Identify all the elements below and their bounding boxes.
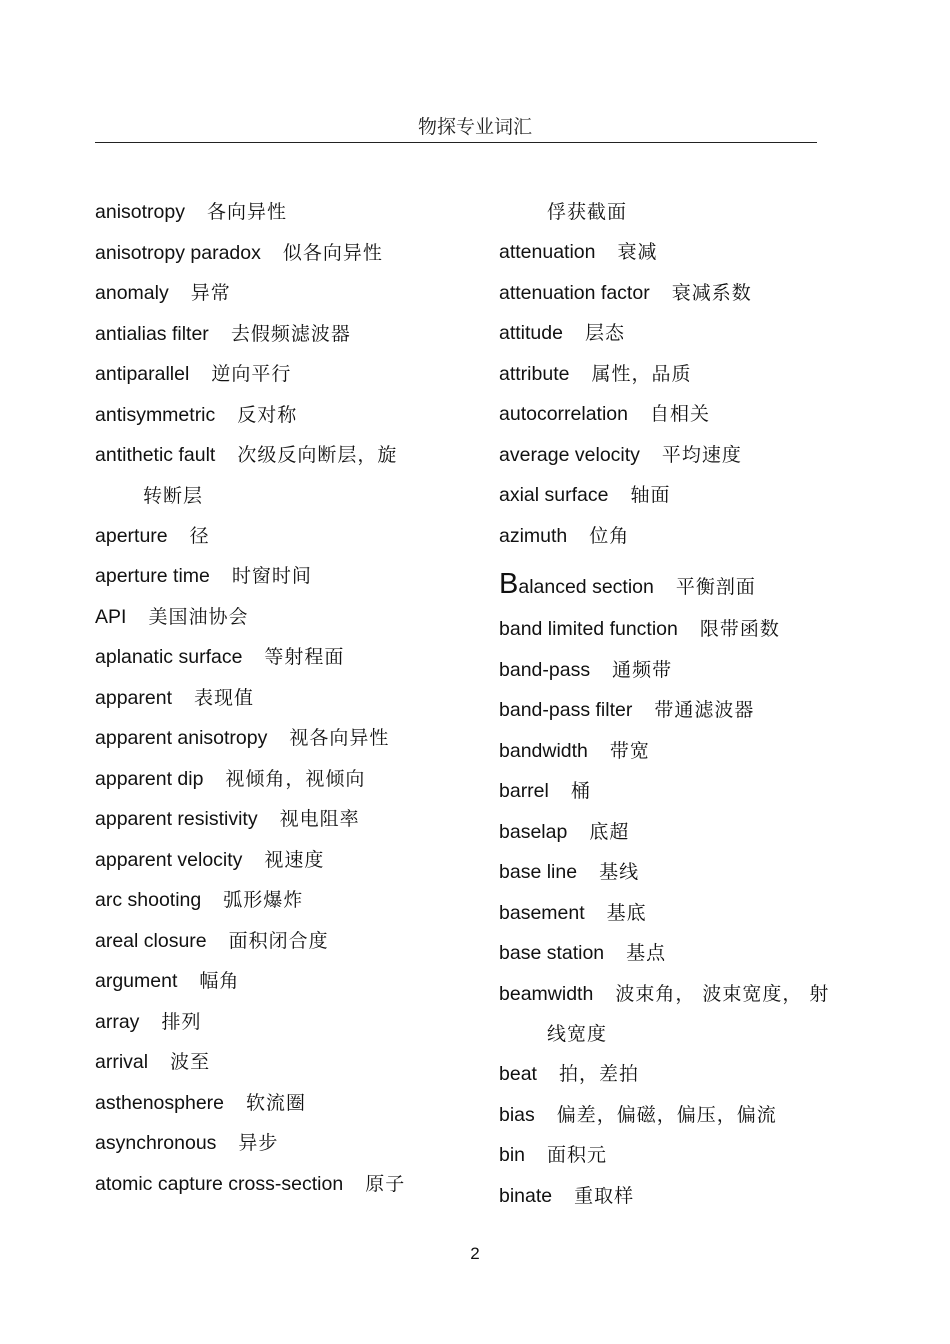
entry-term: band-pass: [499, 658, 591, 681]
entry-translation: 异步: [238, 1132, 279, 1154]
glossary-entry: [499, 232, 859, 273]
entry-translation: 基点: [626, 942, 667, 964]
entry-term: antisymmetric: [95, 403, 216, 426]
entry-translation: 幅角: [199, 970, 240, 992]
glossary-entry: [499, 609, 859, 650]
entry-term: aperture: [95, 524, 168, 547]
glossary-entry: [95, 840, 455, 881]
entry-term: API: [95, 605, 127, 628]
glossary-entry: [499, 313, 859, 354]
section-b-heading-entry: [499, 562, 859, 609]
entry-translation: 视速度: [264, 848, 325, 871]
entry-term: binate: [499, 1184, 553, 1207]
entry-term: beat: [499, 1063, 537, 1085]
entry-translation: 自相关: [650, 403, 711, 425]
glossary-entry: [95, 435, 455, 476]
glossary-entry: [95, 718, 455, 759]
entry-translation: 表现值: [193, 686, 254, 709]
entry-translation: 通频带: [612, 658, 673, 681]
entry-translation: 拍，差拍: [558, 1063, 639, 1085]
entry-term: band limited function: [499, 618, 678, 640]
entry-term: antithetic fault: [95, 444, 216, 466]
entry-term: argument: [95, 970, 178, 992]
entry-translation: 基底: [606, 901, 647, 924]
glossary-entry: [95, 799, 455, 840]
entry-term: average velocity: [499, 443, 640, 466]
entry-translation: 限带函数: [699, 618, 780, 640]
entry-term: arrival: [95, 1051, 149, 1073]
entry-term: aperture time: [95, 565, 210, 587]
glossary-entry: [499, 1095, 859, 1136]
entry-translation: 异常: [190, 282, 231, 304]
glossary-entry: [499, 812, 859, 853]
glossary-entry: [95, 1164, 455, 1205]
entry-term: attenuation factor: [499, 281, 650, 304]
entry-term: beamwidth: [499, 982, 594, 1005]
header-divider: [95, 142, 817, 143]
entry-translation: 逆向平行: [211, 363, 292, 385]
entry-translation: 等射程面: [264, 646, 345, 668]
glossary-entry: [95, 354, 455, 395]
entry-term: base line: [499, 861, 578, 883]
glossary-entry: [95, 597, 455, 638]
entry-translation: 波至: [170, 1051, 211, 1073]
glossary-entry: [95, 233, 455, 274]
glossary-entry: [95, 1002, 455, 1043]
entry-term: aplanatic surface: [95, 646, 243, 668]
page-number: 2: [470, 1244, 480, 1263]
glossary-entry: [499, 435, 859, 476]
entry-term: base station: [499, 942, 605, 964]
glossary-entry: [499, 1176, 859, 1217]
glossary-entry: [499, 933, 859, 974]
glossary-entry: [499, 516, 859, 557]
entry-term: anisotropy: [95, 201, 185, 223]
entry-translation: 偏差，偏磁，偏压，偏流: [556, 1103, 777, 1126]
page-header-title: 物探专业词汇: [417, 116, 532, 138]
continuation-text: 俘获截面: [547, 201, 628, 223]
entry-term: attenuation: [499, 241, 596, 263]
entry-term: asynchronous: [95, 1132, 217, 1154]
entry-term: anomaly: [95, 282, 169, 304]
glossary-entry: [499, 731, 859, 772]
glossary-entry: [95, 961, 455, 1002]
entry-term: bin: [499, 1144, 526, 1166]
entry-translation: 层态: [584, 322, 625, 344]
entry-term: bias: [499, 1103, 535, 1126]
entry-translation: 平衡剖面: [675, 576, 756, 598]
glossary-entry: [499, 394, 859, 435]
entry-translation: 美国油协会: [148, 605, 249, 628]
glossary-entry: [499, 1054, 859, 1095]
glossary-entry: [95, 1083, 455, 1124]
entry-translation: 底超: [589, 820, 630, 843]
glossary-entry: [499, 771, 859, 812]
continuation-text: 线宽度: [547, 1023, 608, 1045]
entry-term: alanced section: [518, 576, 654, 598]
entry-translation: 轴面: [630, 484, 671, 506]
glossary-entry: [499, 354, 859, 395]
entry-translation: 视各向异性: [289, 727, 390, 749]
entry-translation: 属性，品质: [591, 362, 692, 385]
entry-translation: 带通滤波器: [654, 699, 755, 721]
entry-translation: 面积元: [547, 1144, 608, 1166]
glossary-entry: [95, 678, 455, 719]
entry-term: atomic capture cross-section: [95, 1172, 344, 1195]
section-initial-letter: B: [499, 568, 519, 600]
entry-term: band-pass filter: [499, 699, 633, 721]
glossary-entry: [95, 637, 455, 678]
entry-translation: 衰减: [617, 241, 658, 263]
entry-term: apparent velocity: [95, 848, 243, 871]
entry-translation: 视电阻率: [279, 808, 360, 830]
entry-translation: 似各向异性: [282, 241, 383, 264]
entry-translation: 重取样: [574, 1184, 635, 1207]
glossary-entry: [95, 1042, 455, 1083]
glossary-entry: [95, 759, 455, 800]
glossary-entry: [95, 395, 455, 436]
entry-term: asthenosphere: [95, 1091, 225, 1114]
entry-translation: 基线: [599, 861, 640, 883]
continuation-text: 转断层: [143, 484, 204, 507]
right-column: [499, 192, 859, 1216]
glossary-entry: [95, 921, 455, 962]
glossary-entry: [499, 650, 859, 691]
glossary-entry: [499, 893, 859, 934]
entry-translation: 各向异性: [206, 201, 287, 223]
left-column: [95, 192, 455, 1204]
entry-term: areal closure: [95, 929, 207, 952]
entry-term: arc shooting: [95, 889, 202, 911]
entry-translation: 平均速度: [661, 443, 742, 466]
entry-term: bandwidth: [499, 739, 588, 762]
entry-term: attribute: [499, 362, 570, 385]
entry-translation: 原子: [365, 1172, 406, 1195]
entry-term: baselap: [499, 820, 568, 843]
glossary-entry: [95, 516, 455, 557]
glossary-entry: [95, 273, 455, 314]
glossary-entry: [499, 690, 859, 731]
glossary-entry: [95, 192, 455, 233]
entry-translation: 径: [189, 524, 210, 547]
glossary-entry: [95, 556, 455, 597]
entry-term: axial surface: [499, 484, 609, 506]
glossary-entry: [499, 1135, 859, 1176]
entry-term: apparent: [95, 686, 172, 709]
entry-term: apparent resistivity: [95, 808, 258, 830]
entry-term: apparent anisotropy: [95, 727, 268, 749]
entry-translation: 反对称: [237, 403, 298, 426]
entry-term: autocorrelation: [499, 403, 628, 425]
entry-translation: 视倾角，视倾向: [225, 767, 366, 790]
entry-term: azimuth: [499, 524, 568, 547]
entry-translation: 弧形爆炸: [223, 889, 304, 911]
entry-translation: 位角: [589, 524, 630, 547]
entry-translation: 次级反向断层，旋: [237, 444, 398, 466]
glossary-entry: [95, 880, 455, 921]
entry-translation: 时窗时间: [231, 565, 312, 587]
entry-translation: 波束角， 波束宽度， 射: [615, 982, 830, 1005]
glossary-entry: [499, 273, 859, 314]
glossary-entry: [499, 852, 859, 893]
entry-term: array: [95, 1010, 140, 1033]
entry-translation: 带宽: [609, 739, 650, 762]
glossary-entry: [95, 314, 455, 355]
entry-translation: 去假频滤波器: [230, 322, 351, 345]
entry-term: attitude: [499, 322, 563, 344]
glossary-entry: [499, 475, 859, 516]
glossary-entry: [95, 1123, 455, 1164]
entry-translation: 衰减系数: [671, 281, 752, 304]
entry-translation: 排列: [161, 1010, 202, 1033]
entry-term: antiparallel: [95, 363, 190, 385]
entry-translation: 面积闭合度: [228, 929, 329, 952]
entry-term: basement: [499, 901, 585, 924]
entry-translation: 桶: [570, 780, 591, 802]
entry-term: antialias filter: [95, 322, 209, 345]
entry-term: anisotropy paradox: [95, 241, 261, 264]
entry-term: barrel: [499, 780, 549, 802]
entry-term: apparent dip: [95, 767, 204, 790]
glossary-entry: [499, 974, 859, 1015]
entry-translation: 软流圈: [246, 1091, 307, 1114]
